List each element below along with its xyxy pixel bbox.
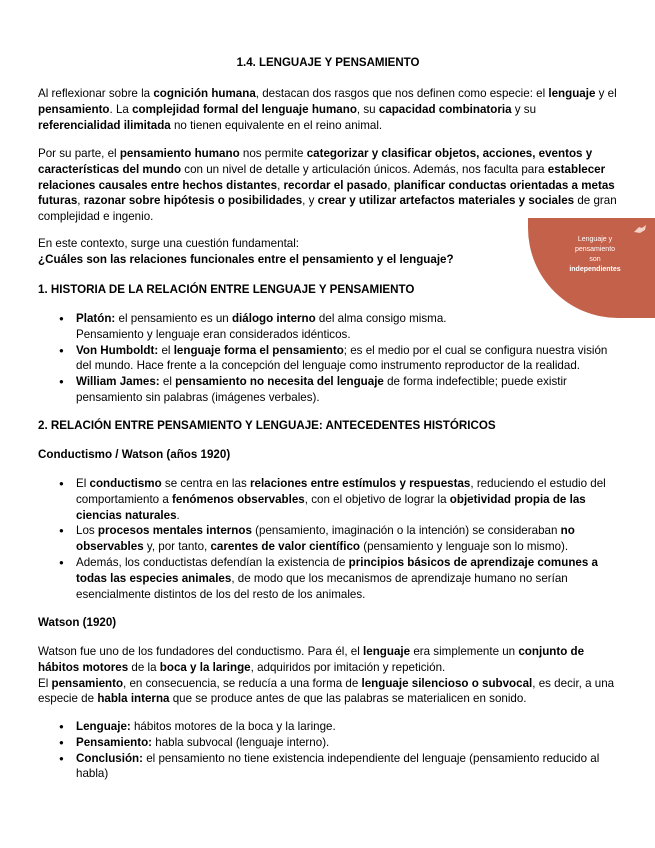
watson-p1-text: Watson fue uno de los fundadores del conductismo. Para él, el lenguaje era simplemente un conjunto de hábitos motores de la boca y la laringe, adquiridos por imitación y repetición. El pensamiento, en consecuencia, se reducía a una forma de lenguaje silencioso o subvocal, es decir, a una especie de habla interna que se produce antes de que las palabras se materialicen en sonido. [38,645,615,706]
watson-heading: Watson (1920) [38,616,117,629]
badge-line-2: pensamiento [574,246,616,253]
intro-paragraph-2 [38,146,618,225]
intro-p1-text: Al reflexionar sobre la cognición humana, destacan dos rasgos que nos definen como especie: el lenguaje y el pensamiento. La complejidad formal del lenguaje humano, su capacidad combinatoria y su referencialidad ilimitada no tienen equivalente en el reino animal. [38,87,617,132]
section1-heading: 1. HISTORIA DE LA RELACIÓN ENTRE LENGUAJE Y PENSAMIENTO [38,283,415,296]
list-item: ● Además, los conductistas defendían la existencia de principios básicos de aprendizaje comunes a todas las especies animales, de modo que los mecanismos de aprendizaje humano no serían esencialmente distintos de los del resto de los animales. [38,555,618,602]
list-item: ● Platón: el pensamiento es un diálogo interno del alma consigo misma. Pensamiento y lenguaje eran considerados idénticos. [38,311,618,343]
list-item: ● Conclusión: el pensamiento no tiene existencia independiente del lenguaje (pensamiento reducido al habla) [38,751,618,783]
section2-list [38,476,618,602]
list-item: ● Von Humboldt: el lenguaje forma el pensamiento; es el medio por el cual se configura nuestra visión del mundo. Hace frente a la concepción del lenguaje como instrumento reproductor de la realidad. [38,343,618,375]
badge-line-3: son [589,256,601,263]
watson-paragraph [38,644,618,707]
section2-heading: 2. RELACIÓN ENTRE PENSAMIENTO Y LENGUAJE: ANTECEDENTES HISTÓRICOS [38,419,496,432]
intro-paragraph-3 [38,236,518,268]
list-item: ● Lenguaje: hábitos motores de la boca y la laringe. [38,719,618,735]
list-item: ● William James: el pensamiento no necesita del lenguaje de forma indefectible; puede existir pensamiento sin palabras (imágenes verbales). [38,374,618,406]
topic-badge [528,218,655,318]
intro-p2-text: Por su parte, el pensamiento humano nos permite categorizar y clasificar objetos, acciones, eventos y características del mundo con un nivel de detalle y articulación únicos. Además, nos faculta para establecer relaciones causales entre hechos distantes, recordar el pasado, planificar conductas orientadas a metas futuras, razonar sobre hipótesis o posibilidades, y crear y utilizar artefactos materiales y sociales de gran complejidad e ingenio. [38,147,617,224]
list-item: ● Pensamiento: habla subvocal (lenguaje interno). [38,735,618,751]
intro-paragraph-1 [38,86,618,133]
page-title: 1.4. LENGUAJE Y PENSAMIENTO [236,57,420,69]
list-item: ● Los procesos mentales internos (pensamiento, imaginación o la intención) se consideraban no observables y, por tanto, carentes de valor científico (pensamiento y lenguaje son lo mismo). [38,523,618,555]
list-item: ● El conductismo se centra en las relaciones entre estímulos y respuestas, reduciendo el estudio del comportamiento a fenómenos observables, con el objetivo de lograr la objetividad propia de las ciencias naturales. [38,476,618,523]
hand-icon [633,224,647,234]
key-question: ¿Cuáles son las relaciones funcionales entre el pensamiento y el lenguaje? [38,252,454,266]
section1-list [38,311,618,406]
badge-line-4: independientes [569,266,621,273]
watson-list [38,719,618,782]
badge-line-1: Lenguaje y [577,236,613,243]
section2-subheading: Conductismo / Watson (años 1920) [38,448,231,461]
intro-p3-line1: En este contexto, surge una cuestión fundamental: [38,237,300,250]
